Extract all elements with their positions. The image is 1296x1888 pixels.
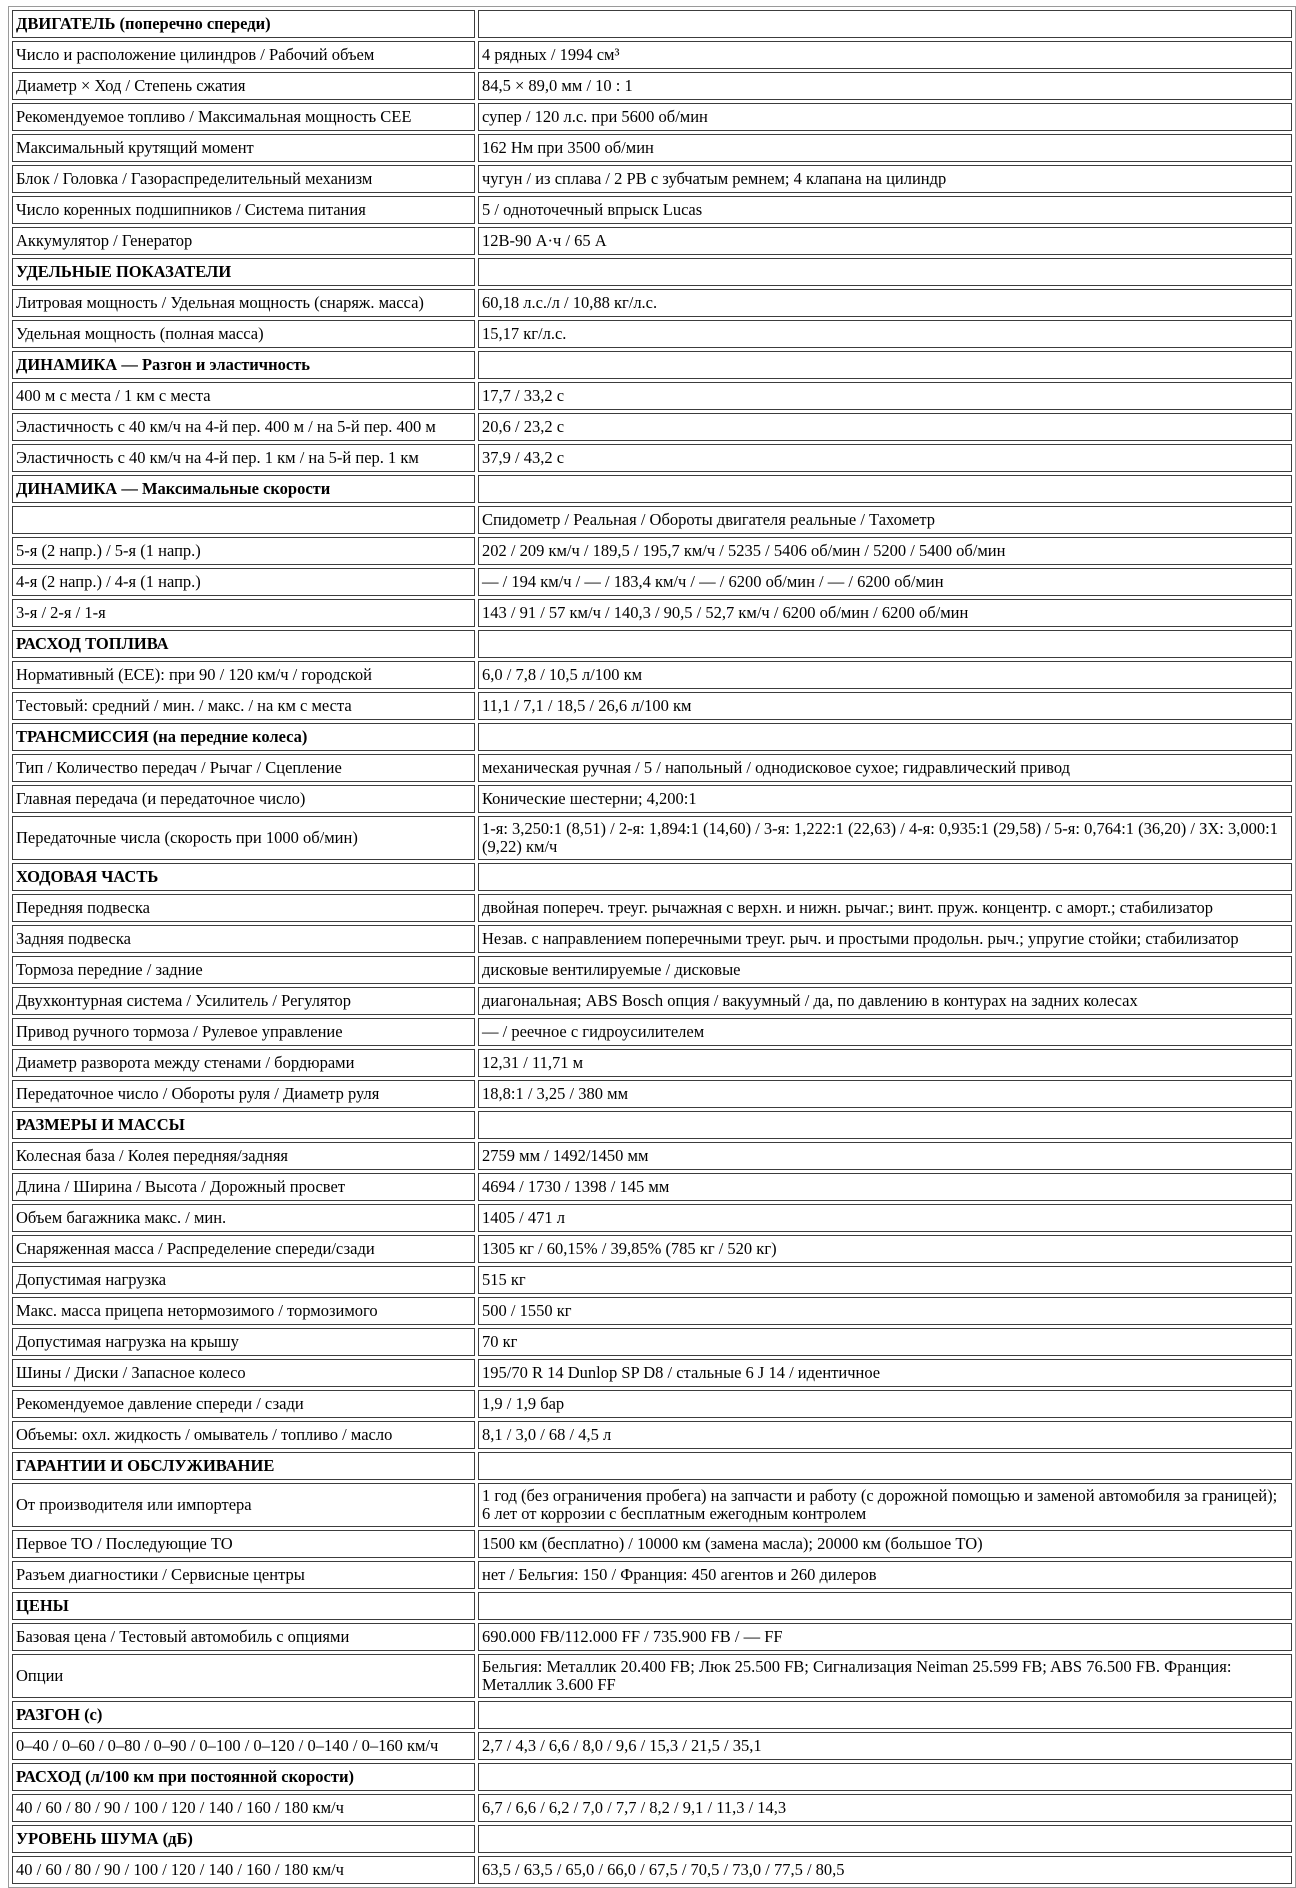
spec-label: Базовая цена / Тестовый автомобиль с опциями — [12, 1623, 475, 1651]
table-row — [12, 1266, 1292, 1294]
section-title: ХОДОВАЯ ЧАСТЬ — [12, 863, 475, 891]
spec-value: 6,7 / 6,6 / 6,2 / 7,0 / 7,7 / 8,2 / 9,1 / 11,3 / 14,3 — [478, 1794, 1292, 1822]
table-row — [12, 1856, 1292, 1884]
spec-label: 40 / 60 / 80 / 90 / 100 / 120 / 140 / 160 / 180 км/ч — [12, 1856, 475, 1884]
spec-value: нет / Бельгия: 150 / Франция: 450 агентов и 260 дилеров — [478, 1561, 1292, 1589]
spec-label: Снаряженная масса / Распределение спереди/сзади — [12, 1235, 475, 1263]
spec-label: Эластичность с 40 км/ч на 4-й пер. 1 км / на 5-й пер. 1 км — [12, 444, 475, 472]
section-header-row — [12, 630, 1292, 658]
spec-label: Шины / Диски / Запасное колесо — [12, 1359, 475, 1387]
section-header-row — [12, 351, 1292, 379]
table-row — [12, 537, 1292, 565]
spec-label: Диаметр × Ход / Степень сжатия — [12, 72, 475, 100]
table-row — [12, 103, 1292, 131]
spec-label: Главная передача (и передаточное число) — [12, 785, 475, 813]
spec-value: 1,9 / 1,9 бар — [478, 1390, 1292, 1418]
section-title-blank-cell — [478, 475, 1292, 503]
spec-label: Тип / Количество передач / Рычаг / Сцепление — [12, 754, 475, 782]
table-row — [12, 444, 1292, 472]
spec-label: Макс. масса прицепа нетормозимого / тормозимого — [12, 1297, 475, 1325]
spec-value: 1-я: 3,250:1 (8,51) / 2-я: 1,894:1 (14,60) / 3-я: 1,222:1 (22,63) / 4-я: 0,935:1 (29,58) / 5-я: 0,764:1 (36,20) / ЗХ: 3,000:1 (9,22) км/ч — [478, 816, 1292, 860]
section-header-row — [12, 1111, 1292, 1139]
spec-value: диагональная; ABS Bosch опция / вакуумный / да, по давлению в контурах на задних колесах — [478, 987, 1292, 1015]
section-title-blank-cell — [478, 863, 1292, 891]
table-row — [12, 227, 1292, 255]
section-title: РАСХОД (л/100 км при постоянной скорости) — [12, 1763, 475, 1791]
table-row — [12, 692, 1292, 720]
table-row — [12, 1561, 1292, 1589]
table-row — [12, 987, 1292, 1015]
section-title-blank-cell — [478, 1825, 1292, 1853]
spec-label — [12, 506, 475, 534]
spec-value: 12В-90 А·ч / 65 А — [478, 227, 1292, 255]
spec-label: Разъем диагностики / Сервисные центры — [12, 1561, 475, 1589]
spec-label: Эластичность с 40 км/ч на 4-й пер. 400 м / на 5-й пер. 400 м — [12, 413, 475, 441]
spec-table-body — [12, 10, 1292, 1884]
spec-value: 4 рядных / 1994 см³ — [478, 41, 1292, 69]
spec-label: Удельная мощность (полная масса) — [12, 320, 475, 348]
table-row — [12, 382, 1292, 410]
spec-value: 63,5 / 63,5 / 65,0 / 66,0 / 67,5 / 70,5 / 73,0 / 77,5 / 80,5 — [478, 1856, 1292, 1884]
table-row — [12, 599, 1292, 627]
spec-value: двойная попереч. треуг. рычажная с верхн. и нижн. рычаг.; винт. пруж. концентр. с аморт.; стабилизатор — [478, 894, 1292, 922]
table-row — [12, 894, 1292, 922]
spec-value: 12,31 / 11,71 м — [478, 1049, 1292, 1077]
spec-label: 400 м с места / 1 км с места — [12, 382, 475, 410]
spec-table — [8, 6, 1296, 1888]
table-row — [12, 1623, 1292, 1651]
spec-value: 2,7 / 4,3 / 6,6 / 8,0 / 9,6 / 15,3 / 21,5 / 35,1 — [478, 1732, 1292, 1760]
spec-label: Передаточное число / Обороты руля / Диаметр руля — [12, 1080, 475, 1108]
section-title-blank-cell — [478, 1763, 1292, 1791]
spec-value: 1500 км (бесплатно) / 10000 км (замена масла); 20000 км (большое ТО) — [478, 1530, 1292, 1558]
spec-value: 195/70 R 14 Dunlop SP D8 / стальные 6 J 14 / идентичное — [478, 1359, 1292, 1387]
spec-value: 6,0 / 7,8 / 10,5 л/100 км — [478, 661, 1292, 689]
table-row — [12, 320, 1292, 348]
spec-label: Рекомендуемое давление спереди / сзади — [12, 1390, 475, 1418]
section-title: УРОВЕНЬ ШУМА (дБ) — [12, 1825, 475, 1853]
spec-label: Тормоза передние / задние — [12, 956, 475, 984]
section-header-row — [12, 1452, 1292, 1480]
spec-value: 60,18 л.с./л / 10,88 кг/л.с. — [478, 289, 1292, 317]
section-title: РАСХОД ТОПЛИВА — [12, 630, 475, 658]
spec-label: 40 / 60 / 80 / 90 / 100 / 120 / 140 / 160 / 180 км/ч — [12, 1794, 475, 1822]
spec-label: Блок / Головка / Газораспределительный механизм — [12, 165, 475, 193]
table-row — [12, 925, 1292, 953]
spec-value: 17,7 / 33,2 с — [478, 382, 1292, 410]
spec-value: 20,6 / 23,2 с — [478, 413, 1292, 441]
spec-label: 4-я (2 напр.) / 4-я (1 напр.) — [12, 568, 475, 596]
table-row — [12, 1173, 1292, 1201]
spec-value: Спидометр / Реальная / Обороты двигателя реальные / Тахометр — [478, 506, 1292, 534]
section-title-blank-cell — [478, 1701, 1292, 1729]
table-row — [12, 661, 1292, 689]
section-title-blank-cell — [478, 1452, 1292, 1480]
spec-label: Максимальный крутящий момент — [12, 134, 475, 162]
spec-value: 84,5 × 89,0 мм / 10 : 1 — [478, 72, 1292, 100]
table-row — [12, 1483, 1292, 1527]
spec-label: Диаметр разворота между стенами / бордюрами — [12, 1049, 475, 1077]
spec-label: Нормативный (ECE): при 90 / 120 км/ч / городской — [12, 661, 475, 689]
table-row — [12, 165, 1292, 193]
table-row — [12, 1794, 1292, 1822]
section-header-row — [12, 258, 1292, 286]
spec-value: 1 год (без ограничения пробега) на запчасти и работу (с дорожной помощью и заменой автомобиля за границей); 6 лет от коррозии с бесплатным ежегодным контролем — [478, 1483, 1292, 1527]
table-row — [12, 289, 1292, 317]
spec-value: 70 кг — [478, 1328, 1292, 1356]
section-header-row — [12, 10, 1292, 38]
spec-value: чугун / из сплава / 2 РВ с зубчатым ремнем; 4 клапана на цилиндр — [478, 165, 1292, 193]
spec-label: Двухконтурная система / Усилитель / Регулятор — [12, 987, 475, 1015]
spec-value: 4694 / 1730 / 1398 / 145 мм — [478, 1173, 1292, 1201]
section-header-row — [12, 475, 1292, 503]
table-row — [12, 1654, 1292, 1698]
table-row — [12, 1142, 1292, 1170]
table-row — [12, 1204, 1292, 1232]
section-title: ДВИГАТЕЛЬ (поперечно спереди) — [12, 10, 475, 38]
section-header-row — [12, 723, 1292, 751]
section-title-blank-cell — [478, 258, 1292, 286]
section-header-row — [12, 1825, 1292, 1853]
table-row — [12, 1328, 1292, 1356]
spec-value: Конические шестерни; 4,200:1 — [478, 785, 1292, 813]
section-title: ЦЕНЫ — [12, 1592, 475, 1620]
spec-label: Литровая мощность / Удельная мощность (снаряж. масса) — [12, 289, 475, 317]
section-title: ДИНАМИКА — Разгон и эластичность — [12, 351, 475, 379]
spec-value: 202 / 209 км/ч / 189,5 / 195,7 км/ч / 5235 / 5406 об/мин / 5200 / 5400 об/мин — [478, 537, 1292, 565]
table-row — [12, 1018, 1292, 1046]
section-title: УДЕЛЬНЫЕ ПОКАЗАТЕЛИ — [12, 258, 475, 286]
spec-value: 1405 / 471 л — [478, 1204, 1292, 1232]
spec-label: 0–40 / 0–60 / 0–80 / 0–90 / 0–100 / 0–120 / 0–140 / 0–160 км/ч — [12, 1732, 475, 1760]
spec-label: Рекомендуемое топливо / Максимальная мощность CEE — [12, 103, 475, 131]
spec-value: 15,17 кг/л.с. — [478, 320, 1292, 348]
table-row — [12, 1359, 1292, 1387]
table-row — [12, 1390, 1292, 1418]
section-header-row — [12, 1763, 1292, 1791]
section-title-blank-cell — [478, 723, 1292, 751]
table-row — [12, 1080, 1292, 1108]
section-title: РАЗМЕРЫ И МАССЫ — [12, 1111, 475, 1139]
spec-value: — / 194 км/ч / — / 183,4 км/ч / — / 6200 об/мин / — / 6200 об/мин — [478, 568, 1292, 596]
spec-value: 8,1 / 3,0 / 68 / 4,5 л — [478, 1421, 1292, 1449]
spec-value: 515 кг — [478, 1266, 1292, 1294]
spec-value: — / реечное с гидроусилителем — [478, 1018, 1292, 1046]
table-row — [12, 568, 1292, 596]
spec-label: Допустимая нагрузка — [12, 1266, 475, 1294]
spec-value: механическая ручная / 5 / напольный / однодисковое сухое; гидравлический привод — [478, 754, 1292, 782]
table-row — [12, 196, 1292, 224]
spec-label: 5-я (2 напр.) / 5-я (1 напр.) — [12, 537, 475, 565]
spec-value: 143 / 91 / 57 км/ч / 140,3 / 90,5 / 52,7 км/ч / 6200 об/мин / 6200 об/мин — [478, 599, 1292, 627]
spec-label: Задняя подвеска — [12, 925, 475, 953]
spec-value: супер / 120 л.с. при 5600 об/мин — [478, 103, 1292, 131]
section-title: РАЗГОН (с) — [12, 1701, 475, 1729]
table-row — [12, 1297, 1292, 1325]
spec-label: От производителя или импортера — [12, 1483, 475, 1527]
spec-value: 5 / одноточечный впрыск Lucas — [478, 196, 1292, 224]
spec-label: Колесная база / Колея передняя/задняя — [12, 1142, 475, 1170]
table-row — [12, 506, 1292, 534]
table-row — [12, 1049, 1292, 1077]
table-row — [12, 413, 1292, 441]
table-row — [12, 1530, 1292, 1558]
spec-value: 2759 мм / 1492/1450 мм — [478, 1142, 1292, 1170]
spec-label: Число и расположение цилиндров / Рабочий объем — [12, 41, 475, 69]
section-title-blank-cell — [478, 630, 1292, 658]
section-title-blank-cell — [478, 1592, 1292, 1620]
spec-label: Привод ручного тормоза / Рулевое управление — [12, 1018, 475, 1046]
table-row — [12, 1732, 1292, 1760]
table-row — [12, 816, 1292, 860]
spec-value: 500 / 1550 кг — [478, 1297, 1292, 1325]
section-header-row — [12, 1592, 1292, 1620]
spec-label: Аккумулятор / Генератор — [12, 227, 475, 255]
table-row — [12, 41, 1292, 69]
section-title: ДИНАМИКА — Максимальные скорости — [12, 475, 475, 503]
spec-label: Объем багажника макс. / мин. — [12, 1204, 475, 1232]
spec-value: 1305 кг / 60,15% / 39,85% (785 кг / 520 кг) — [478, 1235, 1292, 1263]
table-row — [12, 72, 1292, 100]
spec-label: Тестовый: средний / мин. / макс. / на км с места — [12, 692, 475, 720]
spec-value: дисковые вентилируемые / дисковые — [478, 956, 1292, 984]
spec-label: Объемы: охл. жидкость / омыватель / топливо / масло — [12, 1421, 475, 1449]
spec-label: Длина / Ширина / Высота / Дорожный просвет — [12, 1173, 475, 1201]
table-row — [12, 785, 1292, 813]
spec-label: Число коренных подшипников / Система питания — [12, 196, 475, 224]
spec-label: 3-я / 2-я / 1-я — [12, 599, 475, 627]
section-title-blank-cell — [478, 1111, 1292, 1139]
spec-value: 690.000 FB/112.000 FF / 735.900 FB / — FF — [478, 1623, 1292, 1651]
spec-value: 37,9 / 43,2 с — [478, 444, 1292, 472]
spec-label: Передняя подвеска — [12, 894, 475, 922]
section-title-blank-cell — [478, 351, 1292, 379]
spec-value: 162 Нм при 3500 об/мин — [478, 134, 1292, 162]
section-title-blank-cell — [478, 10, 1292, 38]
spec-value: Бельгия: Металлик 20.400 FB; Люк 25.500 FB; Сигнализация Neiman 25.599 FB; ABS 76.500 FB. Франция: Металлик 3.600 FF — [478, 1654, 1292, 1698]
section-header-row — [12, 863, 1292, 891]
spec-value: 18,8:1 / 3,25 / 380 мм — [478, 1080, 1292, 1108]
section-header-row — [12, 1701, 1292, 1729]
table-row — [12, 1235, 1292, 1263]
table-row — [12, 956, 1292, 984]
spec-value: Незав. с направлением поперечными треуг. рыч. и простыми продольн. рыч.; упругие стойки; стабилизатор — [478, 925, 1292, 953]
spec-label: Допустимая нагрузка на крышу — [12, 1328, 475, 1356]
table-row — [12, 754, 1292, 782]
section-title: ГАРАНТИИ И ОБСЛУЖИВАНИЕ — [12, 1452, 475, 1480]
spec-value: 11,1 / 7,1 / 18,5 / 26,6 л/100 км — [478, 692, 1292, 720]
table-row — [12, 1421, 1292, 1449]
spec-label: Передаточные числа (скорость при 1000 об/мин) — [12, 816, 475, 860]
table-row — [12, 134, 1292, 162]
section-title: ТРАНСМИССИЯ (на передние колеса) — [12, 723, 475, 751]
spec-label: Первое ТО / Последующие ТО — [12, 1530, 475, 1558]
spec-label: Опции — [12, 1654, 475, 1698]
